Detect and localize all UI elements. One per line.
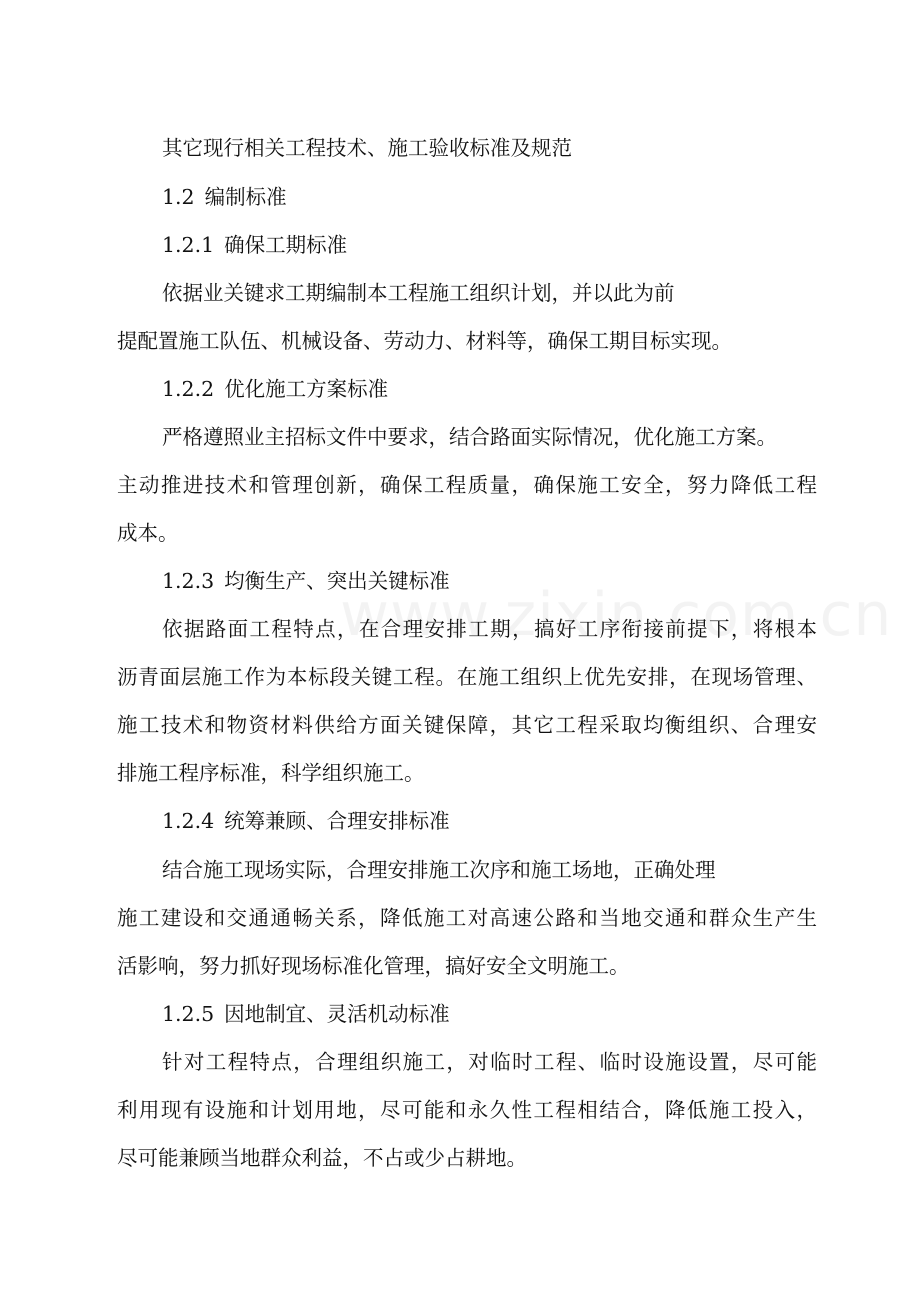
paragraph-line: 尽可能兼顾当地群众利益，不占或少占耕地。 (117, 1146, 527, 1170)
paragraph-line: 依据路面工程特点，在合理安排工期，搞好工序衔接前提下，将根本 (162, 617, 817, 641)
subsection-heading: 1.2.5 因地制宜、灵活机动标准 (162, 1002, 450, 1026)
subsection-heading: 1.2.3 均衡生产、突出关键标准 (162, 569, 450, 593)
paragraph-line: 活影响，努力抓好现场标准化管理，搞好安全文明施工。 (117, 954, 630, 978)
paragraph-line: 依据业关键求工期编制本工程施工组织计划，并以此为前 (162, 281, 675, 305)
paragraph-line: 针对工程特点，合理组织施工，对临时工程、临时设施设置，尽可能 (162, 1050, 817, 1074)
paragraph-line: 沥青面层施工作为本标段关键工程。在施工组织上优先安排，在现场管理、 (117, 665, 817, 689)
paragraph-line: 排施工程序标准，科学组织施工。 (117, 761, 425, 785)
paragraph-line: 主动推进技术和管理创新，确保工程质量，确保施工安全，努力降低工程 (117, 473, 817, 497)
subsection-heading: 1.2.4 统筹兼顾、合理安排标准 (162, 809, 450, 833)
subsection-heading: 1.2.1 确保工期标准 (162, 233, 348, 257)
subsection-heading: 1.2.2 优化施工方案标准 (162, 377, 389, 401)
paragraph-line: 成本。 (117, 521, 179, 545)
paragraph-line: 施工建设和交通通畅关系，降低施工对高速公路和当地交通和群众生产生 (117, 906, 817, 930)
paragraph-line: 严格遵照业主招标文件中要求，结合路面实际情况，优化施工方案。 (162, 425, 777, 449)
paragraph-line: 提配置施工队伍、机械设备、劳动力、材料等，确保工期目标实现。 (117, 329, 732, 353)
paragraph-line: 施工技术和物资材料供给方面关键保障，其它工程采取均衡组织、合理安 (117, 713, 817, 737)
section-heading: 1.2 编制标准 (162, 185, 287, 209)
paragraph-line: 利用现有设施和计划用地，尽可能和永久性工程相结合，降低施工投入， (117, 1098, 817, 1122)
paragraph-line: 结合施工现场实际，合理安排施工次序和施工场地，正确处理 (162, 858, 716, 882)
paragraph-line: 其它现行相关工程技术、施工验收标准及规范 (162, 136, 572, 160)
